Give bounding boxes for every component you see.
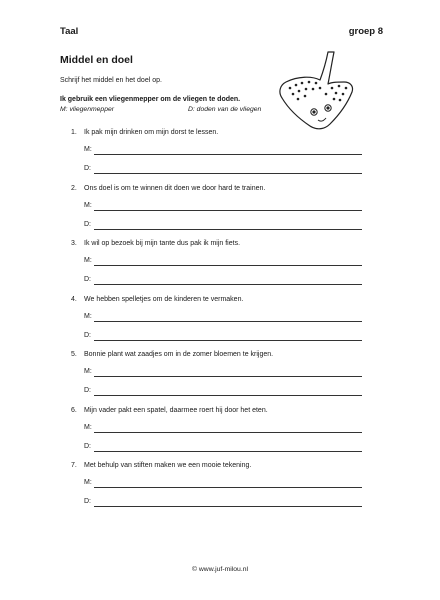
doel-label: D: [84, 220, 91, 228]
middel-label: M: [84, 257, 92, 264]
question-number: 1. [71, 129, 77, 136]
doel-answer-line[interactable] [94, 284, 362, 285]
doel-label: D: [84, 442, 91, 450]
example-middel: M: vliegenmepper [60, 106, 115, 113]
middel-answer-line[interactable] [94, 487, 362, 488]
answer-middel-row [84, 257, 362, 267]
answer-middel-row [84, 313, 362, 323]
middel-label: M: [84, 423, 92, 431]
answer-doel-row [84, 443, 362, 453]
middel-label: M: [84, 201, 92, 209]
footer-copyright: © www.juf-milou.nl [192, 566, 248, 573]
question-number: 5. [71, 351, 77, 358]
answer-doel-row [84, 332, 362, 342]
question-item [0, 407, 440, 463]
doel-answer-line[interactable] [94, 506, 362, 507]
doel-label: D: [84, 331, 91, 339]
middel-answer-line[interactable] [94, 265, 362, 266]
middel-answer-line[interactable] [94, 154, 362, 155]
subject-label: Taal [60, 26, 79, 37]
doel-label: D: [84, 498, 91, 505]
answer-doel-row [84, 498, 362, 508]
answer-middel-row [84, 424, 362, 434]
middel-answer-line[interactable] [94, 321, 362, 322]
doel-answer-line[interactable] [94, 340, 362, 341]
question-text: Bonnie plant wat zaadjes om in de zomer bloemen te krijgen. [84, 351, 274, 358]
middel-answer-line[interactable] [94, 210, 362, 211]
question-text: Ik pak mijn drinken om mijn dorst te lessen. [84, 129, 219, 136]
question-item [0, 462, 440, 518]
question-text: We hebben spelletjes om de kinderen te vermaken. [84, 295, 244, 303]
answer-middel-row [84, 368, 362, 378]
question-number: 6. [71, 406, 77, 414]
stingray-illustration [276, 48, 358, 134]
middel-label: M: [84, 312, 92, 320]
question-item [0, 296, 440, 352]
answer-middel-row [84, 146, 362, 156]
answer-doel-row [84, 221, 362, 231]
middel-answer-line[interactable] [94, 432, 362, 433]
question-item [0, 185, 440, 241]
question-number: 2. [71, 184, 77, 192]
middel-label: M: [84, 479, 92, 486]
question-item [0, 351, 440, 407]
question-text: Ons doel is om te winnen dit doen we door hard te trainen. [84, 184, 266, 192]
middel-label: M: [84, 146, 92, 153]
doel-answer-line[interactable] [94, 451, 362, 452]
middel-label: M: [84, 368, 92, 375]
instruction-text: Schrijf het middel en het doel op. [60, 77, 162, 84]
answer-doel-row [84, 165, 362, 175]
answer-doel-row [84, 387, 362, 397]
question-number: 4. [71, 295, 77, 303]
doel-label: D: [84, 276, 91, 283]
doel-answer-line[interactable] [94, 395, 362, 396]
answer-middel-row [84, 202, 362, 212]
doel-label: D: [84, 165, 91, 172]
question-text: Ik wil op bezoek bij mijn tante dus pak ik mijn fiets. [84, 240, 241, 247]
question-number: 3. [71, 240, 77, 247]
example-sentence: Ik gebruik een vliegenmepper om de vliegen te doden. [60, 96, 241, 103]
question-text: Met behulp van stiften maken we een mooie tekening. [84, 462, 252, 469]
answer-doel-row [84, 276, 362, 286]
question-item [0, 240, 440, 296]
question-text: Mijn vader pakt een spatel, daarmee roert hij door het eten. [84, 406, 268, 414]
answer-middel-row [84, 479, 362, 489]
page-title: Middel en doel [60, 54, 133, 66]
middel-answer-line[interactable] [94, 376, 362, 377]
doel-answer-line[interactable] [94, 229, 362, 230]
doel-label: D: [84, 387, 91, 394]
grade-label: groep 8 [348, 26, 383, 37]
question-item [0, 129, 440, 185]
question-number: 7. [71, 462, 77, 469]
doel-answer-line[interactable] [94, 173, 362, 174]
example-doel: D: doden van de vliegen [188, 106, 262, 113]
